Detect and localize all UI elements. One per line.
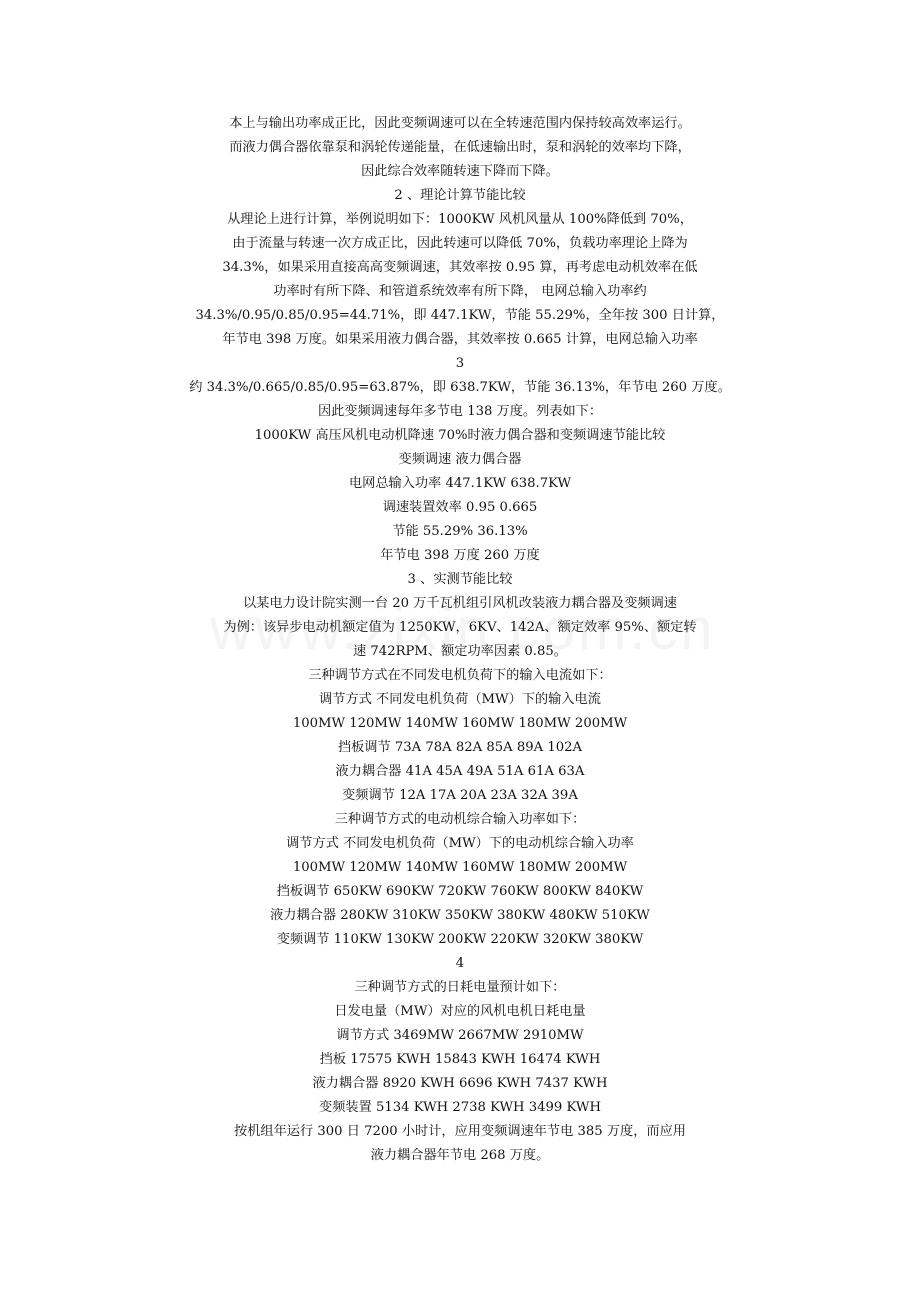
table-row: 调速装置效率 0.95 0.665 <box>382 500 538 515</box>
text-line: 因此变频调速每年多节电 138 万度。列表如下： <box>317 404 603 419</box>
table-row: 变频调节 12A 17A 20A 23A 32A 39A <box>342 788 578 803</box>
table-row: 100MW 120MW 140MW 160MW 180MW 200MW <box>292 716 628 731</box>
table-row: 液力耦合器 8920 KWH 6696 KWH 7437 KWH <box>312 1076 608 1091</box>
table-header: 变频调速 液力偶合器 <box>398 452 522 467</box>
table-row: 100MW 120MW 140MW 160MW 180MW 200MW <box>292 860 628 875</box>
table-row: 电网总输入功率 447.1KW 638.7KW <box>348 476 572 491</box>
section-heading: 3 、实测节能比较 <box>407 572 513 587</box>
text-line: 约 34.3%/0.665/0.85/0.95=63.87%，即 638.7KW，节能 36.13%，年节电 260 万度。 <box>189 380 731 395</box>
table-row: 变频装置 5134 KWH 2738 KWH 3499 KWH <box>319 1100 601 1115</box>
table-header: 日发电量（MW）对应的风机电机日耗电量 <box>334 1004 586 1019</box>
text-line: 三种调节方式在不同发电机负荷下的输入电流如下： <box>308 668 612 683</box>
text-line: 年节电 398 万度。如果采用液力偶合器，其效率按 0.665 计算，电网总输入功率 <box>222 332 698 347</box>
text-line: 按机组年运行 300 日 7200 小时计，应用变频调速年节电 385 万度，而应用 <box>234 1124 686 1139</box>
table-header: 调节方式 不同发电机负荷（MW）下的电动机综合输入功率 <box>286 836 634 851</box>
page-number: 4 <box>455 956 465 971</box>
text-line: 三种调节方式的电动机综合输入功率如下： <box>334 812 586 827</box>
text-line: 为例：该异步电动机额定值为 1250KW，6KV、142A、额定效率 95%、额定转 <box>223 620 697 635</box>
section-heading: 2 、理论计算节能比较 <box>394 188 526 203</box>
text-line: 由于流量与转速一次方成正比，因此转速可以降低 70%，负载功率理论上降为 <box>232 236 688 251</box>
text-line: 液力耦合器年节电 268 万度。 <box>370 1148 550 1163</box>
text-line: 本上与输出功率成正比，因此变频调速可以在全转速范围内保持较高效率运行。 <box>229 116 691 131</box>
table-row: 挡板调节 73A 78A 82A 85A 89A 102A <box>337 740 583 755</box>
table-row: 年节电 398 万度 260 万度 <box>380 548 540 563</box>
text-line: 以某电力设计院实测一台 20 万千瓦机组引风机改装液力耦合器及变频调速 <box>243 596 677 611</box>
table-title: 1000KW 高压风机电动机降速 70%时液力偶合器和变频调速节能比较 <box>254 428 666 443</box>
table-row: 液力耦合器 41A 45A 49A 51A 61A 63A <box>335 764 585 779</box>
text-line: 三种调节方式的日耗电量预计如下： <box>354 980 566 995</box>
table-row: 调节方式 3469MW 2667MW 2910MW <box>336 1028 584 1043</box>
text-line: 34.3%/0.95/0.85/0.95=44.71%，即 447.1KW，节能 55.29%，全年按 300 日计算， <box>195 308 725 323</box>
text-line: 速 742RPM、额定功率因素 0.85。 <box>353 644 567 659</box>
text-line: 功率时有所下降、和管道系统效率有所下降， 电网总输入功率约 <box>273 284 647 299</box>
page-number: 3 <box>455 356 465 371</box>
table-row: 节能 55.29% 36.13% <box>392 524 528 539</box>
table-header: 调节方式 不同发电机负荷（MW）下的输入电流 <box>319 692 601 707</box>
table-row: 变频调节 110KW 130KW 200KW 220KW 320KW 380KW <box>276 932 644 947</box>
table-row: 挡板 17575 KWH 15843 KWH 16474 KWH <box>319 1052 601 1067</box>
table-row: 挡板调节 650KW 690KW 720KW 760KW 800KW 840KW <box>276 884 644 899</box>
text-line: 而液力偶合器依靠泵和涡轮传递能量，在低速输出时，泵和涡轮的效率均下降， <box>229 140 691 155</box>
table-row: 液力耦合器 280KW 310KW 350KW 380KW 480KW 510KW <box>270 908 650 923</box>
text-line: 34.3%，如果采用直接高高变频调速，其效率按 0.95 算，再考虑电动机效率在低 <box>222 260 698 275</box>
text-line: 因此综合效率随转速下降而下降。 <box>361 164 559 179</box>
text-line: 从理论上进行计算，举例说明如下：1000KW 风机风量从 100%降低到 70%， <box>227 212 693 227</box>
